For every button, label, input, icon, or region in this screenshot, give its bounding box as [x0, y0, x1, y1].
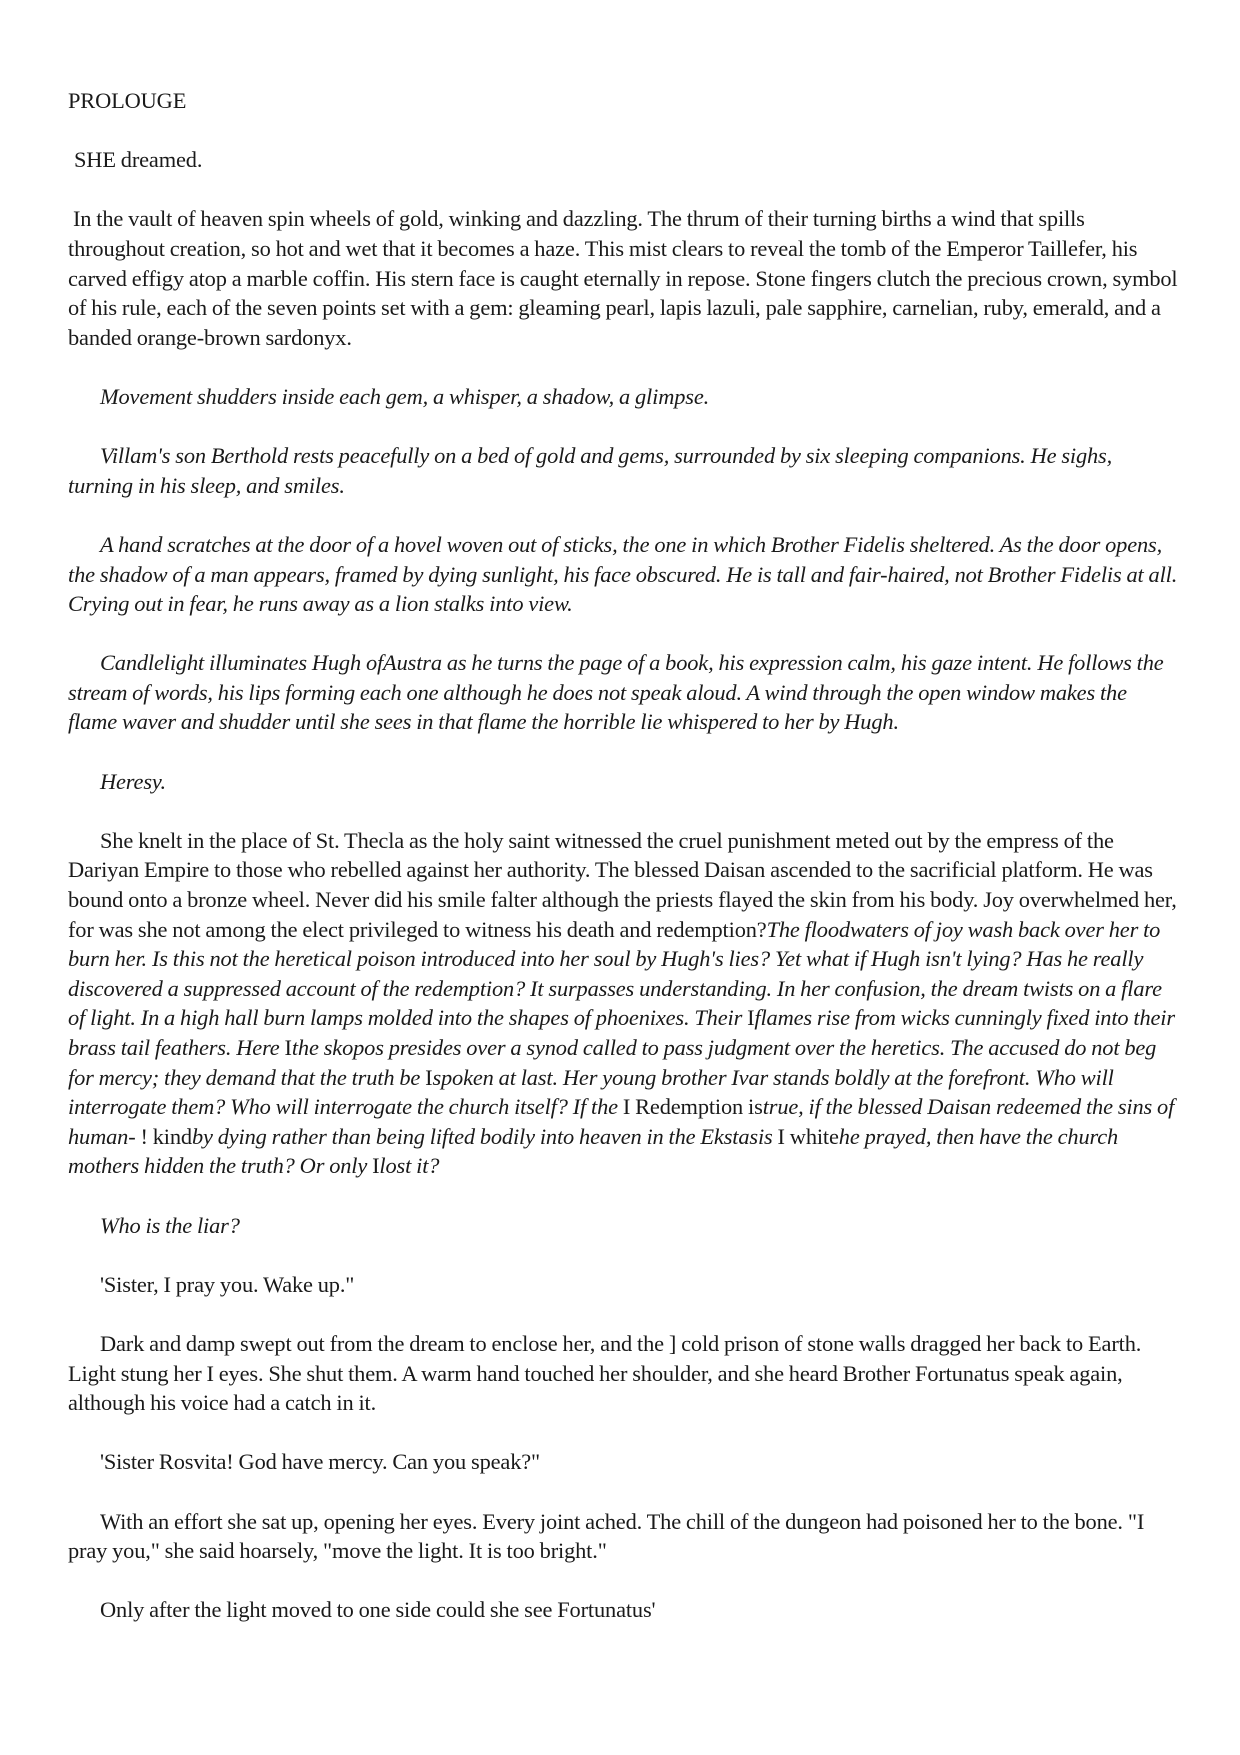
paragraph: Heresy. [100, 768, 166, 794]
paragraph: Villam's son Berthold rests peacefully on a bed of gold and gems, surrounded by six sleeping companions. He sighs, turning in his sleep, and smiles. [68, 443, 1113, 498]
text-run: I [284, 1035, 292, 1060]
paragraph: With an effort she sat up, opening her eyes. Every joint ached. The chill of the dungeon had poisoned her to the bone. "I pray you," she said hoarsely, "move the light. It is too bright." [68, 1508, 1145, 1564]
text-run: ! kind [140, 1123, 192, 1149]
text-run: true, if the blessed Daisan redeemed the sins of human- [68, 1094, 1175, 1149]
chapter-heading: PROLOUGE [68, 88, 187, 113]
text-run: flames rise from wicks cunningly fixed into their brass tail feathers. Here [68, 1005, 1175, 1060]
text-run: I [747, 1005, 755, 1031]
text-run: he prayed, then have the church mothers hidden the truth? Or only [68, 1123, 1119, 1179]
text-run: The floodwaters of joy wash back over her to burn her. Is this not the heretical poison introduced into her soul by Hugh's lies? Yet what if Hugh isn't lying? Has he really discovered a suppressed account of the redemption? It surpasses understanding. In her confusion, the dream twists on a flare of light. In a high hall burn lamps molded into the shapes of phoenixes. Their [68, 916, 1162, 1031]
paragraph: Dark and damp swept out from the dream to enclose her, and the ] cold prison of stone walls dragged her back to Earth. Light stung her I eyes. She shut them. A warm hand touched her shoulder, and she heard Brother Fortunatus speak again, although his voice had a catch in it. [68, 1330, 1142, 1416]
paragraph: 'Sister Rosvita! God have mercy. Can you speak?" [100, 1449, 541, 1475]
paragraph: SHE dreamed. [74, 147, 203, 173]
text-run: lost it? [379, 1153, 440, 1179]
paragraph [68, 826, 1180, 1181]
text-run: She knelt in the place of St. Thecla as the holy saint witnessed the cruel punishment meted out by the empress of the Dariyan Empire to those who rebelled against her authority. The blessed Daisan ascended to the sacrificial platform. He was bound onto a bronze wheel. Never did his smile falter although the priests flayed the skin from his body. Joy overwhelmed her, for was she not among the elect privileged to witness his death and redemption? [68, 827, 1177, 942]
text-run: spoken at last. Her young brother Ivar stands boldly at the forefront. Who will interrogate them? Who will interrogate the church itself? If the [68, 1064, 1114, 1120]
paragraph: Who is the liar? [100, 1212, 240, 1238]
paragraph: Candlelight illuminates Hugh ofAustra as he turns the page of a book, his expression calm, his gaze intent. He follows the stream of words, his lips forming each one although he does not speak aloud. A wind through the open window makes the flame waver and shudder until she sees in that flame the horrible lie whispered to her by Hugh. [68, 650, 1164, 735]
document-page [68, 86, 1180, 1654]
paragraph: Only after the light moved to one side could she see Fortunatus' [100, 1597, 656, 1623]
text-run: I Redemption is [622, 1094, 763, 1120]
paragraph: 'Sister, I pray you. Wake up." [100, 1271, 355, 1297]
text-run: I [372, 1153, 380, 1179]
paragraph: Movement shudders inside each gem, a whisper, a shadow, a glimpse. [100, 383, 710, 409]
paragraph: In the vault of heaven spin wheels of gold, winking and dazzling. The thrum of their turning births a wind that spills throughout creation, so hot and wet that it becomes a haze. This mist clears to reveal the tomb of the Emperor Taillefer, his carved effigy atop a marble coffin. His stern face is caught eternally in repose. Stone fingers clutch the precious crown, symbol of his rule, each of the seven points set with a gem: gleaming pearl, lapis lazuli, pale sapphire, carnelian, ruby, emerald, and a banded orange-brown sardonyx. [68, 206, 1178, 350]
text-run: the skopos presides over a synod called to pass judgment over the heretics. The accused do not beg for mercy; they demand that the truth be [68, 1035, 1157, 1090]
paragraph: A hand scratches at the door of a hovel woven out of sticks, the one in which Brother Fidelis sheltered. As the door opens, the shadow of a man appears, framed by dying sunlight, his face obscured. He is tall and fair-haired, not Brother Fidelis at all. Crying out in fear, he runs away as a lion stalks into view. [68, 531, 1178, 617]
text-run: I white [777, 1123, 839, 1149]
text-run: I [425, 1064, 433, 1090]
text-run: by dying rather than being lifted bodily into heaven in the Ekstasis [191, 1123, 778, 1149]
